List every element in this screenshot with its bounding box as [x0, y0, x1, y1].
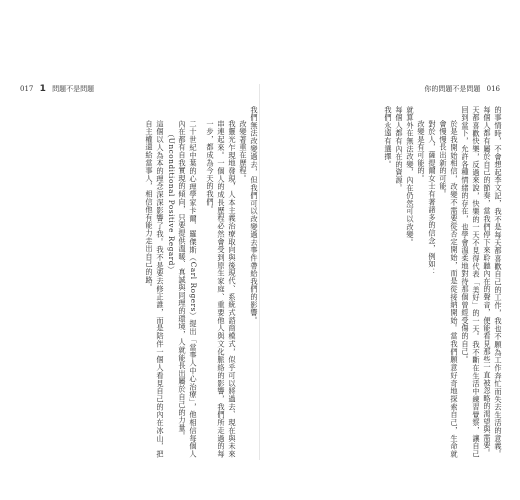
left-running-title: 問題不是問題: [52, 85, 95, 93]
left-paragraph: （Unconditional Positive Regard）: [167, 130, 176, 274]
left-page-number: 017: [20, 85, 34, 93]
right-paragraph: 於是我開始相信，改變不需要從否定開始，而是從接納開始。當我們願意好奇地探索自己，生命就會慢慢長出新的可能。: [439, 120, 459, 458]
right-page-number: 016: [486, 85, 500, 93]
right-page-header: [424, 82, 500, 96]
right-page: [262, 82, 504, 462]
right-running-title: 你的問題不是問題: [424, 85, 481, 93]
belief-list-item: 就算外在無法改變，內在仍然可以改變。: [406, 106, 415, 247]
left-page-header: [20, 82, 94, 96]
right-paragraph: 對於人，薩提爾女士有著諸多的信念，例如：: [428, 120, 437, 276]
left-paragraph: 二十世紀中葉的心理學家卡爾．羅傑斯（Carl Rogers）提出「當事人中心治療」，他相信每個人內在都有自我實現的傾向，只要提供溫暖、真誠與同理的環境，人就能長出屬於自己的力量。: [178, 120, 198, 458]
left-paragraph: 我靈光乍現地發現，人本主義治療取向與後現代、系統式諮商模式，似乎可以將過去、現在與未來串連起來。一個人的成長歷程必然會受到原生家庭、重要他人與文化脈絡的影響，我們所走過的每一步，都成為今天的我們。: [206, 120, 237, 458]
belief-list-item: 每個人都有內在的資源。: [395, 106, 404, 192]
left-page-body: [18, 106, 260, 458]
chapter-number: 1: [39, 84, 46, 94]
belief-list-item: 我們永遠有選擇。: [384, 106, 393, 169]
left-paragraph: 改變著重在歷程。: [239, 120, 248, 183]
right-paragraph: 天都喜歡快樂，反過來說，快樂的一天不見得代表「美好」的一天。我不斷在生活中練習覺察，讓自己回到當下，允許各種情緒的存在，也學會溫柔地對待那個曾經受傷的自己。: [461, 106, 481, 458]
right-page-body: [262, 106, 504, 458]
right-paragraph: 的事情時，不會想起李文記，我不是每天都喜歡自己的工作，我也不願為工作奔忙而失去生活的意義。每個人都有屬於自己的節奏，當我們停下來聆聽內在的聲音，便能看見那些一直被忽略的渴望與需要。: [483, 106, 503, 458]
left-paragraph: 這個以人為本的理念深深影響了我。我不是要去修正誰，而是陪伴一個人看見自己的內在冰山，把自主權還給當事人，相信他有能力走出自己的路。: [145, 120, 165, 458]
left-page: [18, 82, 260, 462]
left-paragraph: 我們無法改變過去，但我們可以改變過去事件帶給我們的影響。: [250, 106, 259, 325]
belief-list-item: 改變是有可能的。: [417, 120, 426, 183]
